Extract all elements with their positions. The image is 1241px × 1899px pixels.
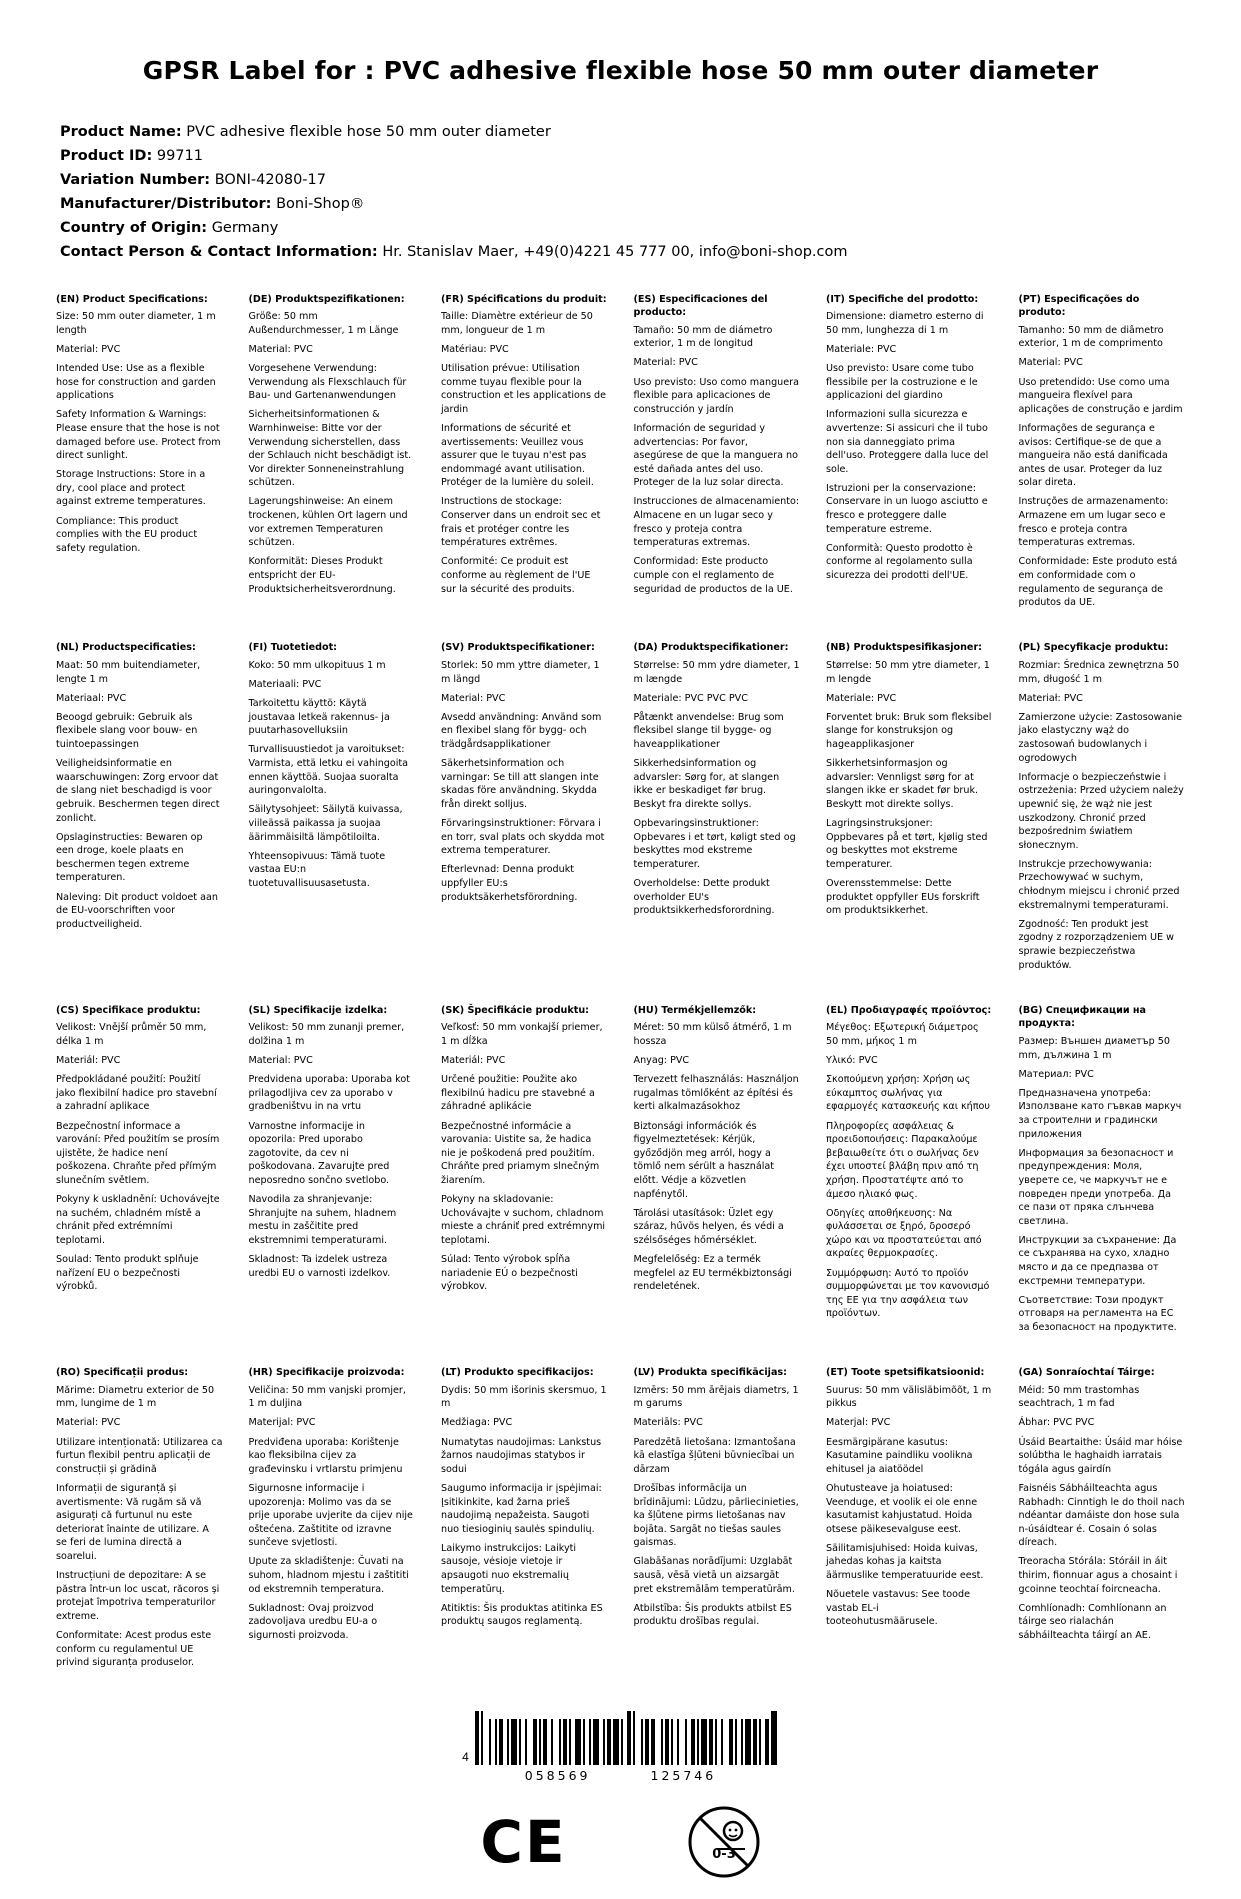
- label-footer: [56, 1711, 1185, 1879]
- spec-cell-paragraph: Navodila za shranjevanje: Shranjujte na suhem, hladnem mestu in zaščitite pred ekstremnimi temperaturami.: [248, 1194, 397, 1246]
- spec-cell-paragraph: Soulad: Tento produkt splňuje nařízení EU o bezpečnosti výrobků.: [56, 1253, 199, 1293]
- spec-cell-paragraph: Instructions de stockage: Conserver dans un endroit sec et frais et protéger contre les températures extrêmes.: [441, 496, 601, 549]
- spec-cell-paragraph: Vorgesehene Verwendung: Verwendung als Flexschlauch für Bau- und Gartenanwendungen: [248, 362, 407, 402]
- spec-cell-paragraph: Size: 50 mm outer diameter, 1 m length: [56, 311, 216, 336]
- spec-cell-paragraph: Veľkosť: 50 mm vonkajší priemer, 1 m dĺžka: [441, 1022, 603, 1047]
- spec-cell-heading: (SK) Špecifikácie produktu:: [441, 1004, 590, 1016]
- spec-cell-paragraph: Größe: 50 mm Außendurchmesser, 1 m Länge: [248, 311, 399, 336]
- barcode: [462, 1711, 779, 1765]
- product-name-value: PVC adhesive flexible hose 50 mm outer diameter: [186, 124, 551, 140]
- spec-cell-paragraph: Materiale: PVC: [826, 343, 897, 355]
- spec-cell-paragraph: Skladnost: Ta izdelek ustreza uredbi EU o varnosti izdelkov.: [248, 1253, 391, 1279]
- spec-cell: [634, 641, 801, 1003]
- spec-cell-paragraph: Veiligheidsinformatie en waarschuwingen: Zorg ervoor dat de slang niet beschadigd is voor gebruik. Beschermen tegen direct zonlicht.: [56, 758, 220, 824]
- spec-cell-paragraph: Méid: 50 mm trastomhas seachtrach, 1 m fad: [1018, 1384, 1140, 1410]
- spec-cell-paragraph: Utilisation prévue: Utilisation comme tuyau flexible pour la construction et les applications de jardin: [441, 362, 607, 415]
- contact-label: Contact Person & Contact Information:: [60, 243, 378, 260]
- spec-cell-paragraph: Varnostne informacije in opozorila: Pred uporabo zagotovite, da cev ni poškodovana. Zavarujte pred neposredno sončno svetlobo.: [248, 1120, 390, 1186]
- spec-cell-heading: (SL) Specifikacije izdelka:: [248, 1004, 388, 1016]
- spec-cell-paragraph: Informații de siguranță și avertismente: Vă rugăm să vă asigurați că furtunul nu este deteriorat înainte de utilizare. A se feri de lumina directă a soarelui.: [56, 1482, 209, 1562]
- spec-cell-paragraph: Säilytysohjeet: Säilytä kuivassa, viileässä paikassa ja suojaa äärimmäisiltä lämpötiloilta.: [248, 804, 403, 843]
- spec-cell-heading: (IT) Specifiche del prodotto:: [826, 293, 979, 305]
- svg-text:0-3: 0-3: [711, 1847, 736, 1863]
- spec-cell-paragraph: Förvaringsinstruktioner: Förvara i en torr, sval plats och skydda mot extrema temperaturer.: [441, 818, 605, 857]
- spec-cell-paragraph: Informações de segurança e avisos: Certifique-se de que a mangueira não está danificada antes de usar. Proteger da luz solar direta.: [1018, 422, 1168, 489]
- spec-cell-paragraph: Storage Instructions: Store in a dry, cool place and protect against extreme temperatures.: [56, 469, 206, 508]
- spec-cell-heading: (ET) Toote spetsifikatsioonid:: [826, 1367, 985, 1379]
- spec-cell-heading: (NB) Produktspesifikasjoner:: [826, 642, 983, 654]
- product-meta: [60, 121, 1185, 265]
- spec-cell-heading: (PT) Especificações do produto:: [1018, 293, 1140, 319]
- spec-cell-paragraph: Compliance: This product complies with the EU product safety regulation.: [56, 515, 198, 554]
- spec-cell-paragraph: Materiale: PVC: [826, 692, 897, 704]
- spec-cell-paragraph: Tamanho: 50 mm de diâmetro exterior, 1 m de comprimento: [1018, 324, 1164, 350]
- spec-cell-paragraph: Utilizare intenționată: Utilizarea ca furtun flexibil pentru aplicații de construcții și grădină: [56, 1436, 223, 1475]
- spec-cell-paragraph: Material: PVC: [633, 357, 698, 369]
- spec-cell-paragraph: Pokyny k uskladnění: Uchovávejte na suchém, chladném místě a chránit před extrémními teplotami.: [56, 1194, 220, 1246]
- spec-cell-heading: (DE) Produktspezifikationen:: [248, 293, 405, 305]
- spec-cell-heading: (PL) Specyfikacje produktu:: [1018, 642, 1169, 654]
- spec-cell-paragraph: Συμμόρφωση: Αυτό το προϊόν συμμορφώνεται με τον κανονισμό της ΕΕ για την ασφάλεια των προϊόντων.: [826, 1267, 990, 1320]
- spec-cell-heading: (CS) Specifikace produktu:: [56, 1004, 201, 1016]
- spec-cell-paragraph: Numatytas naudojimas: Lankstus žarnos naudojimas statybos ir sodui: [441, 1436, 602, 1475]
- spec-cell-paragraph: Υλικό: PVC: [826, 1055, 878, 1067]
- spec-cell-paragraph: Conformità: Questo prodotto è conforme al regolamento sulla sicurezza dei prodotti dell'UE.: [826, 542, 973, 581]
- spec-cell-paragraph: Información de seguridad y advertencias: Por favor, asegúrese de que la manguera no esté dañada antes del uso. Proteger de la luz solar directa.: [633, 422, 798, 489]
- product-id-value: 99711: [156, 147, 203, 164]
- spec-cell-paragraph: Conformidad: Este producto cumple con el reglamento de seguridad de productos de la UE.: [633, 556, 793, 595]
- spec-cell-heading: (LV) Produkta specifikācijas:: [633, 1367, 787, 1379]
- spec-cell-paragraph: Bezpečnostní informace a varování: Před použitím se prosím ujistěte, že hadice není poškozena. Chraňte před přímým slunečním světlem.: [56, 1120, 220, 1186]
- product-name-label: Product Name:: [60, 124, 182, 140]
- spec-cell-paragraph: Предназначена употреба: Използване като гъвкав маркуч за строителни и градински приложения: [1018, 1087, 1182, 1140]
- spec-cell-heading: (DA) Produktspecifikationer:: [633, 642, 789, 654]
- spec-cell-heading: (RO) Specificații produs:: [56, 1367, 189, 1379]
- barcode-numbers: [525, 1768, 716, 1783]
- spec-cell-paragraph: Sigurnosne informacije i upozorenja: Molimo vas da se prije uporabe uvjerite da cijev nije oštećena. Zaštitite od izravne sunčeve svjetlosti.: [248, 1482, 413, 1549]
- spec-cell-paragraph: Materiál: PVC: [441, 1055, 506, 1067]
- spec-cell: [634, 293, 801, 642]
- product-id-label: Product ID:: [60, 147, 153, 164]
- variation-number-value: BONI-42080-17: [214, 171, 326, 188]
- spec-cell-paragraph: Bezpečnostné informácie a varovania: Uistite sa, že hadica nie je poškodená pred použitím. Chráňte pred priamym slnečným žiarením.: [441, 1120, 600, 1186]
- spec-cell: [56, 1004, 223, 1366]
- spec-cell-paragraph: Izmērs: 50 mm ārējais diametrs, 1 m garums: [633, 1384, 799, 1410]
- spec-cell: [249, 293, 416, 642]
- spec-cell: [249, 641, 416, 1003]
- spec-cell-paragraph: Materijal: PVC: [248, 1417, 316, 1429]
- spec-cell: [826, 1004, 993, 1366]
- spec-cell-paragraph: Dimensione: diametro esterno di 50 mm, lunghezza di 1 m: [826, 311, 984, 336]
- spec-cell-paragraph: Materiaali: PVC: [248, 679, 322, 691]
- spec-cell-paragraph: Istruzioni per la conservazione: Conservare in un luogo asciutto e fresco e proteggere dalle temperature estreme.: [826, 482, 988, 535]
- spec-cell: [634, 1004, 801, 1366]
- spec-cell-paragraph: Storlek: 50 mm yttre diameter, 1 m längd: [441, 659, 600, 685]
- spec-cell-paragraph: Yhteensopivuus: Tämä tuote vastaa EU:n tuotetuvallisuusasetusta.: [248, 850, 386, 889]
- spec-cell-paragraph: Conformitate: Acest produs este conform cu regulamentul UE privind siguranța produselor.: [56, 1630, 212, 1669]
- spec-cell-paragraph: Treoracha Stórála: Stóráil in áit thirim, fionnuar agus a chosaint i gcoinne teochtaí foircneacha.: [1018, 1556, 1178, 1595]
- spec-cell-paragraph: Predviđena uporaba: Korištenje kao fleksibilna cijev za građevinsku i vrtlarstu primjenu: [248, 1436, 403, 1475]
- ce-mark-icon: CE: [480, 1808, 567, 1877]
- spec-cell-paragraph: Drošības informācija un brīdinājumi: Lūdzu, pārliecinieties, ka šļūtene pirms lietošanas nav bojāta. Sargāt no tiešas saules gaismas.: [633, 1482, 799, 1549]
- spec-cell-paragraph: Tárolási utasítások: Üzlet egy száraz, hűvös helyen, és védi a szélsőséges hőmérséklet.: [633, 1207, 784, 1246]
- spec-cell-paragraph: Размер: Външен диаметър 50 mm, дължина 1 m: [1018, 1035, 1171, 1061]
- spec-cell-paragraph: Koko: 50 mm ulkopituus 1 m: [248, 659, 386, 671]
- spec-cell-paragraph: Velikost: 50 mm zunanji premer, dolžina 1 m: [248, 1022, 405, 1047]
- manufacturer-label: Manufacturer/Distributor:: [60, 195, 272, 212]
- spec-cell-paragraph: Material: PVC: [248, 1055, 313, 1067]
- country-of-origin-label: Country of Origin:: [60, 219, 208, 236]
- spec-cell-paragraph: Taille: Diamètre extérieur de 50 mm, longueur de 1 m: [441, 311, 593, 336]
- spec-cell-paragraph: Påtænkt anvendelse: Brug som fleksibel slange til bygge- og haveapplikationer: [633, 711, 784, 750]
- variation-number-label: Variation Number:: [60, 171, 211, 188]
- barcode-leading-digit: 4: [462, 1750, 469, 1765]
- spec-cell-paragraph: Σκοπούμενη χρήση: Χρήση ως εύκαμπτος σωλήνας για εφαρμογές κατασκευής και κήπου: [826, 1074, 990, 1113]
- spec-cell-paragraph: Veličina: 50 mm vanjski promjer, 1 m duljina: [248, 1384, 406, 1410]
- spec-cell-paragraph: Informazioni sulla sicurezza e avvertenze: Si assicuri che il tubo non sia danneggiato prima dell'uso. Proteggere dalla luce del sole.: [826, 409, 989, 475]
- spec-cell-paragraph: Předpokládané použití: Použití jako flexibilní hadice pro stavební a zahradní aplikace: [56, 1074, 217, 1113]
- spec-cell-paragraph: Určené použitie: Použite ako flexibilnú hadicu pre stavebné a záhradné aplikácie: [441, 1074, 595, 1113]
- spec-cell-paragraph: Materjal: PVC: [826, 1417, 891, 1429]
- spec-cell-paragraph: Overensstemmelse: Dette produktet oppfyller EUs forskrift om produktsikkerhet.: [826, 877, 980, 917]
- spec-cell-paragraph: Saugumo informacija ir įspėjimai: Įsitikinkite, kad žarna prieš naudojimą nepažeista. Saugoti nuo tiesioginių saulės spindulių.: [441, 1482, 602, 1535]
- spec-cell-paragraph: Materiale: PVC PVC PVC: [633, 692, 748, 704]
- spec-cell-paragraph: Anyag: PVC: [633, 1055, 690, 1067]
- spec-cell-paragraph: Sukladnost: Ovaj proizvod zadovoljava uredbu EU-a o sigurnosti proizvoda.: [248, 1602, 378, 1641]
- spec-cell-paragraph: Upute za skladištenje: Čuvati na suhom, hladnom mjestu i zaštititi od ekstremnih temperatura.: [248, 1556, 409, 1595]
- spec-cell-paragraph: Säilitamisjuhised: Hoida kuivas, jahedas kohas ja kaitsta äärmuslike temperatuuride eest.: [826, 1542, 984, 1582]
- no-children-under-3-icon: [687, 1805, 761, 1879]
- spec-cell-paragraph: Mărime: Diametru exterior de 50 mm, lungime de 1 m: [56, 1384, 215, 1410]
- barcode-bars: [475, 1711, 779, 1765]
- spec-cell-paragraph: Ábhar: PVC PVC: [1018, 1417, 1095, 1429]
- spec-cell-paragraph: Biztonsági információk és figyelmeztetések: Kérjük, győződjön meg arról, hogy a tömlő nem sérült a használat előtt. Védje a közvetlen napfénytől.: [633, 1120, 775, 1200]
- spec-cell-paragraph: Nõuetele vastavus: See toode vastab EL-i tooteohutusmäärusele.: [826, 1589, 970, 1628]
- meta-row-product-id: [60, 145, 1185, 169]
- spec-cell-paragraph: Съответствие: Този продукт отговаря на регламента на ЕС за безопасност на продуктите.: [1018, 1294, 1177, 1334]
- spec-cell-paragraph: Tervezett felhasználás: Használjon rugalmas tömlőként az építési és kerti alkalmazásokhoz: [633, 1074, 799, 1113]
- spec-cell-paragraph: Størrelse: 50 mm ytre diameter, 1 m lengde: [826, 659, 990, 685]
- spec-cell-paragraph: Informacje o bezpieczeństwie i ostrzeżenia: Przed użyciem należy upewnić się, że wąż nie jest uszkodzony. Chronić przed bezpośrednim światłem słonecznym.: [1018, 771, 1184, 851]
- spec-cell-paragraph: Pokyny na skladovanie: Uchovávajte v suchom, chladnom mieste a chrániť pred extrémnymi teplotami.: [441, 1194, 606, 1246]
- spec-cell-paragraph: Glabāšanas norādījumi: Uzglabāt sausā, vēsā vietā un aizsargāt pret ekstremālām temperatūrām.: [633, 1556, 795, 1595]
- spec-cell-heading: (GA) Sonraíochtaí Táirge:: [1018, 1367, 1155, 1379]
- spec-cell-paragraph: Πληροφορίες ασφάλειας & προειδοποιήσεις: Παρακαλούμε βεβαιωθείτε ότι ο σωλήνας δεν έχει υποστεί βλάβη πριν από τη χρήση. Προστατέψτε από το άμεσο ηλιακό φως.: [826, 1120, 979, 1200]
- spec-cell-paragraph: Intended Use: Use as a flexible hose for construction and garden applications: [56, 362, 216, 402]
- spec-cell-paragraph: Zamierzone użycie: Zastosowanie jako elastyczny wąż do zastosowań budowlanych i ogrodowych: [1018, 711, 1182, 764]
- spec-cell-paragraph: Úsáid Beartaithe: Úsáid mar hóise solúbtha le haghaidh iarratais tógála agus gairdín: [1018, 1436, 1183, 1475]
- spec-cell: [441, 1366, 608, 1701]
- spec-cell-paragraph: Rozmiar: Średnica zewnętrzna 50 mm, długość 1 m: [1018, 659, 1180, 685]
- spec-cell-paragraph: Lagerungshinweise: An einem trockenen, kühlen Ort lagern und vor extremen Temperaturen schützen.: [248, 496, 408, 549]
- country-of-origin-value: Germany: [211, 219, 279, 236]
- spec-cell: [249, 1004, 416, 1366]
- spec-cell-paragraph: Sicherheitsinformationen & Warnhinweise: Bitte vor der Verwendung sicherstellen, dass der Schlauch nicht beschädigt ist. Vor direkter Sonneneinstrahlung schützen.: [248, 409, 412, 489]
- spec-cell-paragraph: Instrucciones de almacenamiento: Almacene en un lugar seco y fresco y proteja contra temperaturas extremas.: [633, 496, 800, 549]
- spec-cell-heading: (HU) Termékjellemzők:: [633, 1004, 757, 1016]
- spec-cell-heading: (NL) Productspecificaties:: [56, 642, 196, 654]
- spec-cell: [441, 641, 608, 1003]
- meta-row-contact: [60, 241, 1185, 265]
- spec-cell-heading: (EL) Προδιαγραφές προϊόντος:: [826, 1004, 992, 1016]
- meta-row-origin: [60, 217, 1185, 241]
- spec-cell: [1019, 641, 1186, 1003]
- spec-cell-paragraph: Säkerhetsinformation och varningar: Se till att slangen inte skadas före användning. Skydda från direkt solljus.: [441, 758, 599, 810]
- spec-cell-paragraph: Avsedd användning: Använd som en flexibel slang för bygg- och trädgårdsapplikationer: [441, 711, 602, 750]
- spec-cell-paragraph: Material: PVC: [441, 692, 506, 704]
- spec-cell-heading: (ES) Especificaciones del producto:: [633, 293, 768, 319]
- spec-cell: [634, 1366, 801, 1701]
- spec-cell-paragraph: Sikkerhedsinformation og advarsler: Sørg for, at slangen ikke er beskadiget før brug. Beskyt fra direkte sollys.: [633, 758, 780, 810]
- meta-row-manufacturer: [60, 193, 1185, 217]
- spec-cell-paragraph: Materiał: PVC: [1018, 692, 1083, 704]
- spec-cell: [249, 1366, 416, 1701]
- spec-cell-paragraph: Beoogd gebruik: Gebruik als flexibele slang voor bouw- en tuintoepassingen: [56, 711, 198, 750]
- spec-cell-heading: (FR) Spécifications du produit:: [441, 293, 607, 305]
- spec-cell-paragraph: Turvallisuustiedot ja varoitukset: Varmista, että letku ei vahingoita ennen käyttöä. Suojaa suoralta auringonvalolta.: [248, 744, 409, 797]
- spec-cell-paragraph: Materiāls: PVC: [633, 1417, 703, 1429]
- spec-cell-paragraph: Laikymo instrukcijos: Laikyti sausoje, vėsioje vietoje ir apsaugoti nuo ekstremalių temperatūrų.: [441, 1542, 577, 1595]
- spec-cell-paragraph: Opbevaringsinstruktioner: Opbevares i et tørt, køligt sted og beskyttes mod ekstreme temperaturer.: [633, 818, 796, 870]
- spec-cell-paragraph: Ohutusteave ja hoiatused: Veenduge, et voolik ei ole enne kasutamist kahjustatud. Hoida otsese päikesevalguse eest.: [826, 1482, 978, 1535]
- spec-cell-paragraph: Uso previsto: Usare come tubo flessibile per la costruzione e le applicazioni del giardino: [826, 362, 978, 402]
- spec-cell-paragraph: Materiaal: PVC: [56, 692, 127, 704]
- spec-cell-heading: (SV) Produktspecifikationer:: [441, 642, 595, 654]
- spec-cell-paragraph: Instruções de armazenamento: Armazene em um lugar seco e fresco e proteja contra temperaturas extremas.: [1018, 496, 1169, 549]
- spec-cell-paragraph: Οδηγίες αποθήκευσης: Να φυλάσσεται σε ξηρό, δροσερό χώρο και να προστατεύεται από ακραίες θερμοκρασίες.: [826, 1207, 982, 1260]
- spec-cell: [1019, 1366, 1186, 1701]
- spec-cell-paragraph: Velikost: Vnější průměr 50 mm, délka 1 m: [56, 1022, 207, 1047]
- spec-cell-heading: (EN) Product Specifications:: [56, 293, 208, 305]
- barcode-left-group: 058569: [524, 1768, 591, 1784]
- spec-cell: [56, 641, 223, 1003]
- spec-cell-paragraph: Lagringsinstruksjoner: Oppbevares på et tørt, kjølig sted og beskyttes mot ekstreme temperaturer.: [826, 818, 988, 870]
- meta-row-variation-number: [60, 169, 1185, 193]
- spec-cell-paragraph: Suurus: 50 mm välisläbimõõt, 1 m pikkus: [826, 1384, 992, 1410]
- spec-cell-paragraph: Conformité: Ce produit est conforme au règlement de l'UE sur la sécurité des produits.: [441, 556, 591, 595]
- meta-row-product-name: [60, 121, 1185, 145]
- spec-cell-paragraph: Størrelse: 50 mm ydre diameter, 1 m længde: [633, 659, 800, 685]
- spec-cell-paragraph: Conformidade: Este produto está em conformidade com o regulamento de segurança de produtos da UE.: [1018, 556, 1178, 609]
- spec-cell-paragraph: Maat: 50 mm buitendiameter, lengte 1 m: [56, 659, 201, 685]
- spec-cell-paragraph: Comhlíonadh: Comhlíonann an táirge seo rialachán sábháilteachta táirgí an AE.: [1018, 1602, 1167, 1641]
- compliance-symbols: [480, 1805, 760, 1879]
- spec-cell-paragraph: Material: PVC: [1018, 357, 1083, 369]
- spec-cell-paragraph: Uso previsto: Uso como manguera flexible para aplicaciones de construcción y jardín: [633, 376, 799, 415]
- spec-cell-heading: (FI) Tuotetiedot:: [248, 642, 337, 654]
- spec-cell: [826, 293, 993, 642]
- spec-cell: [826, 641, 993, 1003]
- language-spec-grid: [56, 293, 1185, 1702]
- spec-cell-paragraph: Megfelelőség: Ez a termék megfelel az EU termékbiztonsági rendeletének.: [633, 1253, 792, 1293]
- spec-cell-paragraph: Dydis: 50 mm išorinis skersmuo, 1 m: [441, 1384, 607, 1410]
- spec-cell-paragraph: Súlad: Tento výrobok spĺňa nariadenie EÚ o bezpečnosti výrobkov.: [441, 1253, 578, 1293]
- spec-cell-paragraph: Material: PVC: [56, 343, 121, 355]
- spec-cell-paragraph: Faisnéis Sábháilteachta agus Rabhadh: Cinntigh le do thoil nach ndéantar damáiste don hose sula n-úsáidtear é. Cosain ó solas díreach.: [1018, 1482, 1185, 1549]
- spec-cell-paragraph: Méret: 50 mm külső átmérő, 1 m hossza: [633, 1022, 792, 1047]
- spec-cell: [441, 293, 608, 642]
- spec-cell-paragraph: Инструкции за съхранение: Да се съхранява на сухо, хладно място и да се предпазва от екстремни температури.: [1018, 1234, 1177, 1287]
- spec-cell-paragraph: Atbilstība: Šis produkts atbilst ES produktu drošības regulai.: [633, 1602, 792, 1628]
- barcode-right-group: 125746: [650, 1768, 717, 1784]
- spec-cell-paragraph: Instrucțiuni de depozitare: A se păstra într-un loc uscat, răcoros și protejat împotriva temperaturilor extreme.: [56, 1570, 220, 1622]
- spec-cell-paragraph: Efterlevnad: Denna produkt uppfyller EU:s produktsäkerhetsförordning.: [441, 864, 578, 903]
- spec-cell-paragraph: Zgodność: Ten produkt jest zgodny z rozporządzeniem UE w sprawie bezpieczeństwa produktów.: [1018, 918, 1174, 971]
- spec-cell-paragraph: Medžiaga: PVC: [441, 1417, 513, 1429]
- spec-cell: [826, 1366, 993, 1701]
- spec-cell-paragraph: Material: PVC: [56, 1417, 121, 1429]
- spec-cell: [1019, 1004, 1186, 1366]
- spec-cell-paragraph: Predvidena uporaba: Uporaba kot prilagodljiva cev za uporabo v gradbeništvu in na vrtu: [248, 1074, 410, 1113]
- spec-cell-paragraph: Materiál: PVC: [56, 1055, 121, 1067]
- spec-cell-paragraph: Paredzētā lietošana: Izmantošana kā elastīga šļūteni būvniecībai un dārzam: [633, 1436, 796, 1475]
- spec-cell-paragraph: Forventet bruk: Bruk som fleksibel slange for konstruksjon og hageapplikasjoner: [826, 711, 992, 750]
- spec-cell-heading: (BG) Спецификации на продукта:: [1018, 1004, 1147, 1030]
- manufacturer-value: Boni-Shop®: [276, 195, 365, 212]
- spec-cell-paragraph: Tarkoitettu käyttö: Käytä joustavaa letkeä rakennus- ja puutarhasovelluksiin: [248, 698, 390, 737]
- spec-cell-paragraph: Tamaño: 50 mm de diámetro exterior, 1 m de longitud: [633, 324, 773, 350]
- page-title: GPSR Label for : PVC adhesive flexible hose 50 mm outer diameter: [142, 56, 1099, 85]
- spec-cell-paragraph: Sikkerhetsinformasjon og advarsler: Vennligst sørg for at slangen ikke er skadet før bruk. Beskytt mot direkte sollys.: [826, 758, 979, 810]
- spec-cell: [441, 1004, 608, 1366]
- spec-cell: [56, 293, 223, 642]
- spec-cell-paragraph: Overholdelse: Dette produkt overholder EU's produktsikkerhedsforordning.: [633, 877, 775, 917]
- spec-cell-paragraph: Naleving: Dit product voldoet aan de EU-voorschriften voor productveiligheid.: [56, 891, 218, 930]
- spec-cell-paragraph: Материал: PVC: [1018, 1068, 1094, 1080]
- spec-cell-paragraph: Eesmärgipärane kasutus: Kasutamine paindliku voolikna ehitusel ja aiatöödel: [826, 1436, 973, 1475]
- spec-cell-paragraph: Информация за безопасност и предупреждения: Моля, уверете се, че маркучът не е повреден преди употреба. Да се пази от пряка слънчева светлина.: [1018, 1147, 1174, 1227]
- spec-cell-paragraph: Konformität: Dieses Produkt entspricht der EU-Produktsicherheitsverordnung.: [248, 556, 396, 595]
- spec-cell-paragraph: Instrukcje przechowywania: Przechowywać w suchym, chłodnym miejscu i chronić przed ekstremalnymi temperaturami.: [1018, 858, 1180, 911]
- spec-cell-paragraph: Material: PVC: [248, 343, 313, 355]
- spec-cell-paragraph: Uso pretendido: Use como uma mangueira flexível para aplicações de construção e jardim: [1018, 376, 1183, 415]
- spec-cell-paragraph: Safety Information & Warnings: Please ensure that the hose is not damaged before use. Protect from direct sunlight.: [56, 409, 221, 462]
- spec-cell: [56, 1366, 223, 1701]
- spec-cell-paragraph: Atitiktis: Šis produktas atitinka ES produktų saugos reglamentą.: [441, 1602, 603, 1628]
- spec-cell-paragraph: Informations de sécurité et avertissements: Veuillez vous assurer que le tuyau n'est pas endommagé avant utilisation. Protéger de la lumière du soleil.: [441, 422, 594, 489]
- contact-value: Hr. Stanislav Maer, +49(0)4221 45 777 00, info@boni-shop.com: [382, 243, 848, 260]
- spec-cell-paragraph: Opslaginstructies: Bewaren op een droge, koele plaats en beschermen tegen extreme temperaturen.: [56, 831, 203, 884]
- spec-cell: [1019, 293, 1186, 642]
- spec-cell-heading: (LT) Produkto specifikacijos:: [441, 1367, 594, 1379]
- spec-cell-paragraph: Μέγεθος: Εξωτερική διάμετρος 50 mm, μήκος 1 m: [826, 1022, 979, 1047]
- spec-cell-paragraph: Matériau: PVC: [441, 343, 509, 355]
- spec-cell-heading: (HR) Specifikacije proizvoda:: [248, 1367, 405, 1379]
